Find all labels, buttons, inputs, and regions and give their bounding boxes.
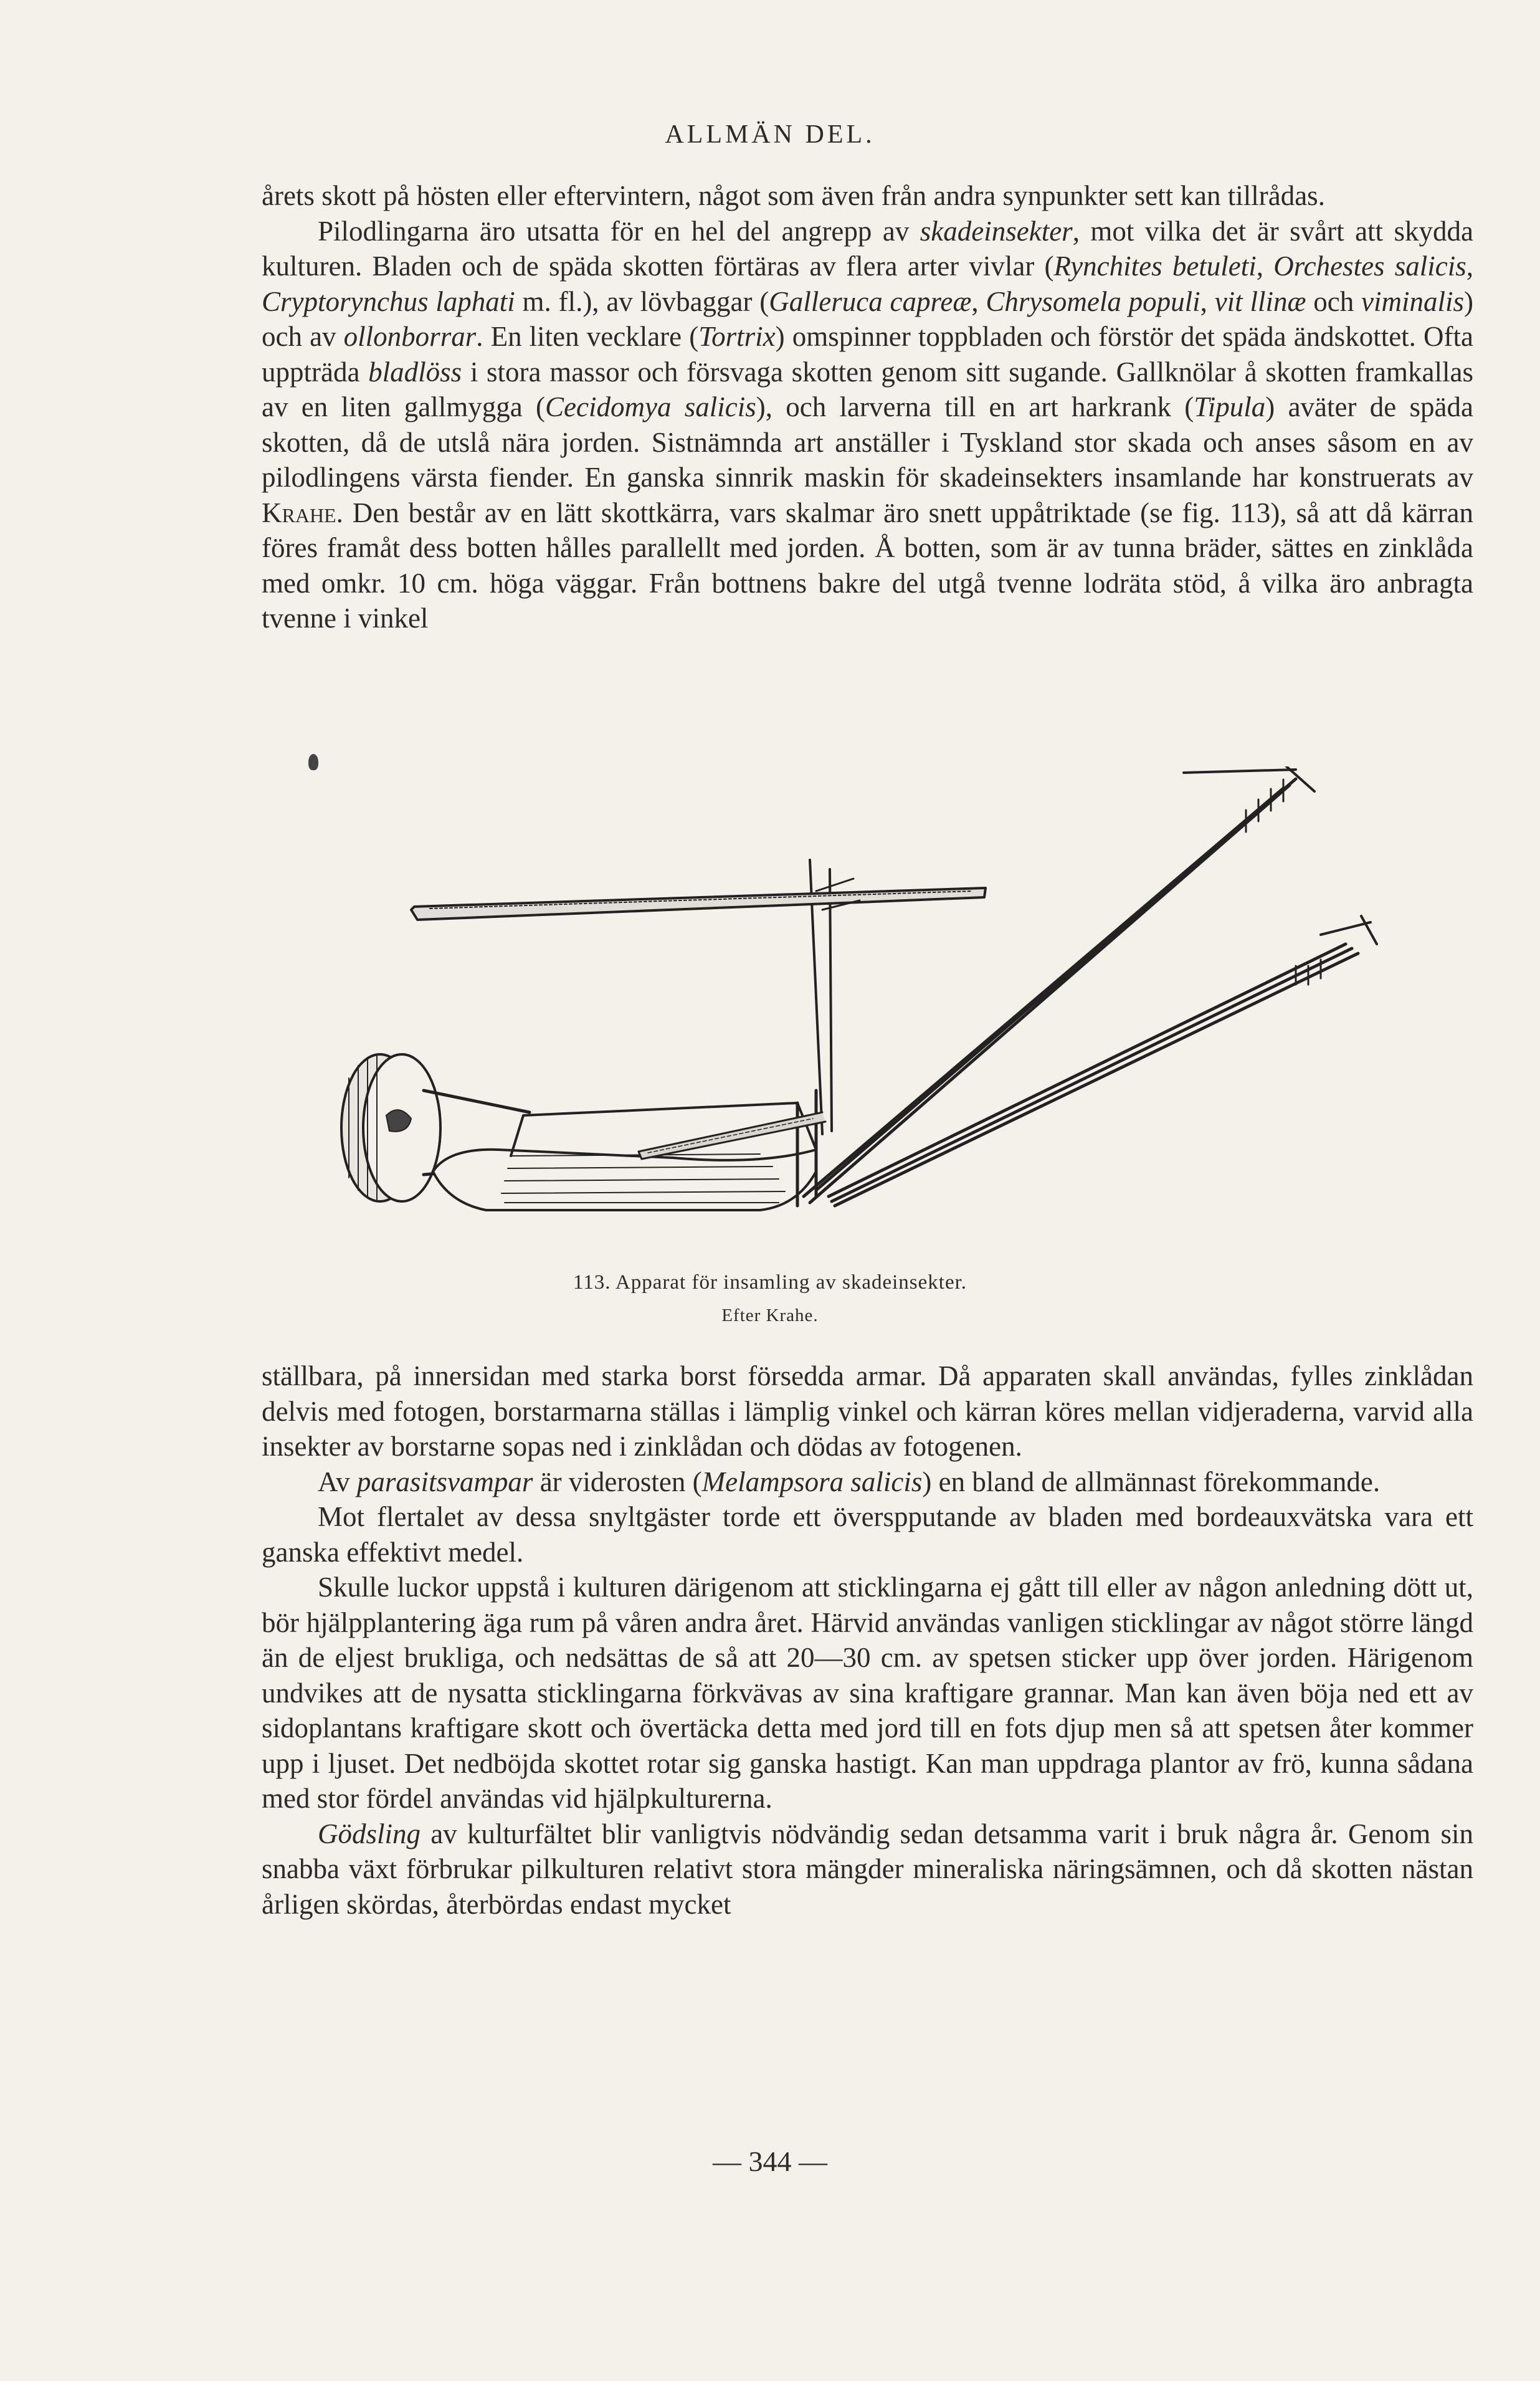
species-name: Melampsora salicis (701, 1466, 923, 1497)
italic-term: ollonborrar (343, 321, 477, 352)
ink-mark (308, 754, 318, 770)
figure-insect-collector (324, 766, 1458, 1277)
paragraph: årets skott på hösten eller eftervintern, något som även från andra synpunkter sett kan tillrådas. (262, 180, 1325, 211)
species-name: Chrysomela populi (986, 285, 1200, 317)
species-name: Orchestes salicis (1273, 251, 1466, 282)
body-text-top (262, 178, 1473, 636)
paragraph: Skulle luckor uppstå i kulturen därigenom att sticklingarna ej gått till eller av någon anledning dött ut, bör hjälpplantering äga rum på våren andra året. Härvid användas vanligen sticklingar av något större längd än de eljest brukliga, och nedsättas de så att 20—30 cm. av spetsen sticker upp över jorden. Härigenom undvikes att de nysatta sticklingarna förkvävas av sina kraftigare grannar. Man kan även böja ned ett av sidoplantans kraftigare skott och övertäcka detta med jord till en fots djup men så att spetsen åter kommer upp i ljuset. Det nedböjda skottet rotar sig ganska hastigt. Kan man uppdraga plantor av frö, kunna sådana med stor fördel användas vid hjälpkulturerna. (262, 1572, 1473, 1814)
species-name: Rynchites betuleti (1053, 251, 1257, 282)
species-name: vit llinæ (1214, 285, 1306, 317)
wheelbarrow-illustration (324, 766, 1458, 1277)
running-header: ALLMÄN DEL. (665, 120, 875, 149)
page-number: — 344 — (713, 2145, 827, 2177)
paragraph: Mot flertalet av dessa snyltgäster torde ett överspрutande av bladen med bordeauxvätska vara ett ganska effektivt medel. (262, 1501, 1473, 1568)
italic-term: skadeinsekter (920, 215, 1073, 247)
italic-term: bladlöss (368, 356, 462, 388)
species-name: Cryptorynchus laphati (262, 285, 515, 317)
author-name: Krahe (262, 497, 336, 528)
paragraph: Av parasitsvampar är viderosten (Melampsora salicis) en bland de allmännast förekommande. (318, 1466, 1381, 1497)
species-name: Tipula (1194, 391, 1266, 422)
paragraph: Gödsling av kulturfältet blir vanligtvis nödvändig sedan detsamma varit i bruk några år. Genom sin snabba växt förbrukar pilkulturen relativt stora mängder mineraliska näringsämnen, och då skotten nästan årligen skördas, återbördas endast mycket (262, 1818, 1473, 1920)
species-name: viminalis (1361, 285, 1465, 317)
species-name: Tortrix (698, 321, 776, 352)
species-name: Cecidomya salicis (545, 391, 756, 422)
figure-credit: Efter Krahe. (721, 1305, 819, 1325)
italic-term: parasitsvampar (356, 1466, 533, 1497)
italic-term: Gödsling (318, 1818, 421, 1849)
figure-caption: 113. Apparat för insamling av skadeinsekter. (573, 1271, 967, 1294)
body-text-bottom (262, 1358, 1473, 1922)
paragraph: Pilodlingarna äro utsatta för en hel del angrepp av skadeinsekter, mot vilka det är svårt att skydda kulturen. Bladen och de späda skotten förtäras av flera arter vivlar (Rynchites betuleti, Orchestes salicis, Cryptorynchus laphati m. fl.), av lövbaggar (Galleruca capreæ, Chrysomela populi, vit llinæ och viminalis) och av ollonborrar. En liten vecklare (Tortrix) omspinner toppbladen och förstör det späda ändskottet. Ofta uppträda bladlöss i stora massor och försvaga skotten genom sitt sugande. Gallknölar å skotten framkallas av en liten gallmygga (Cecidomya salicis), och larverna till en art harkrank (Tipula) aväter de späda skotten, då de utslå nära jorden. Sistnämnda art anställer i Tyskland stor skada och anses såsom en av pilodlingens värsta fiender. En ganska sinnrik maskin för skadeinsekters insamlande har konstruerats av Krahe. Den består av en lätt skottkärra, vars skalmar äro snett uppåtriktade (se fig. 113), så att då kärran föres framåt dess botten hålles parallellt med jorden. Å botten, som är av tunna bräder, sättes en zinklåda med omkr. 10 cm. höga väggar. Från bottnens bakre del utgå tvenne lodräta stöd, å vilka äro anbragta tvenne i vinkel (262, 215, 1474, 634)
paragraph: ställbara, på innersidan med starka borst försedda armar. Då apparaten skall användas, fylles zinklådan delvis med fotogen, borstarmarna ställas i lämplig vinkel och kärran köres mellan vidjeraderna, varvid alla insekter av borstarne sopas ned i zinklådan och dödas av fotogenen. (262, 1360, 1473, 1462)
species-name: Galleruca capreæ (769, 285, 972, 317)
